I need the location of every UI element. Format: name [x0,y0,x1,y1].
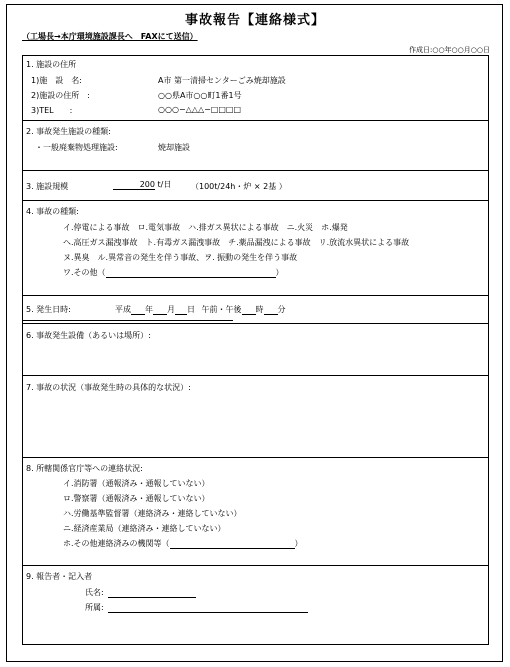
month-label: 月 [167,305,175,314]
facility-tel-value[interactable]: ○○○−△△△−□□□□ [158,105,242,114]
accident-types-line-3[interactable]: ヌ.異臭 ル.異常音の発生を伴う事故、ヲ. 振動の発生を伴う事故 [63,253,298,262]
contact-other[interactable] [63,538,303,549]
section-3-heading: 3. 施設規模 [26,182,69,191]
facility-name-value[interactable]: A市 第一清掃センターごみ焼却施設 [158,76,286,85]
section-facility-scale [23,171,488,201]
datetime-underline [23,320,233,321]
facility-type-value[interactable]: 焼却施設 [158,143,190,152]
section-6-heading: 6. 事故発生設備（あるいは場所）: [26,331,151,340]
facility-address-label: 2)施設の住所 : [31,91,90,100]
accident-type-other[interactable] [63,267,284,278]
form-title: 事故報告【連絡様式】 [184,13,325,28]
scale-amount-field[interactable] [113,179,171,190]
section-facility-type [23,121,488,171]
minute-blank[interactable] [264,305,278,315]
day-blank[interactable] [175,305,187,315]
accident-situation-area[interactable] [26,396,485,454]
scale-amount-value: 200 [113,180,155,190]
section-equipment-location [23,324,488,376]
other-prefix: ワ.その他（ [63,268,106,277]
section-authority-contact [23,458,488,566]
section-9-heading: 9. 報告者・記入者 [26,572,93,581]
minute-label: 分 [277,305,286,314]
contact-meti-bureau[interactable]: ニ.経済産業局（連絡済み・連絡していない） [63,524,226,533]
section-2-heading: 2. 事故発生施設の種類: [26,127,111,136]
contact-other-prefix: ホ.その他連絡済みの機関等（ [63,539,170,548]
contact-police[interactable]: ロ.警察署（通報済み・通報していない） [63,494,210,503]
day-label: 日 [187,305,195,314]
ampm-label[interactable]: 午前・午後 [201,305,242,314]
section-reporter [23,566,488,644]
contact-other-suffix: ） [294,539,303,548]
facility-name-label: 1)施 設 名: [31,76,82,85]
section-7-heading: 7. 事故の状況（事故発生時の具体的な状況）: [26,383,191,392]
era-label: 平成 [115,305,131,314]
contact-labor-office[interactable]: ハ.労働基準監督署（連絡済み・連絡していない） [63,509,242,518]
facility-tel-label: 3)TEL : [31,106,73,115]
year-blank[interactable] [131,305,145,315]
scale-detail: （100t/24h・炉 × 2基 ） [191,182,287,191]
hour-blank[interactable] [242,305,256,315]
scale-unit: t/日 [157,180,172,189]
section-accident-situation [23,376,488,458]
reporter-name-blank[interactable] [108,588,196,598]
contact-fire-dept[interactable]: イ.消防署（通報済み・通報していない） [63,479,210,488]
month-blank[interactable] [153,305,167,315]
year-label: 年 [145,305,153,314]
accident-types-line-2[interactable]: ヘ.高圧ガス漏洩事故 ト.有毒ガス漏洩事故 チ.薬品漏洩による事故 リ.放流水異状による事故 [63,238,410,247]
contact-other-blank[interactable] [170,539,295,549]
creation-date: 作成日:○○年○○月○○日 [408,46,490,54]
section-occurrence-datetime [23,296,488,324]
section-facility-address [23,56,488,121]
other-suffix: ） [275,268,284,277]
section-8-heading: 8. 所轄関係官庁等への連絡状況: [26,464,143,473]
datetime-fields[interactable] [115,304,286,315]
reporter-affiliation-label: 所属: [85,603,104,612]
hour-label: 時 [255,305,264,314]
facility-address-value[interactable]: ○○県A市○○町1番1号 [158,91,242,100]
reporter-affiliation-field[interactable] [85,602,308,613]
report-form [22,55,489,645]
facility-type-label: ・一般廃棄物処理施設: [35,143,118,152]
section-accident-type [23,201,488,296]
reporter-name-field[interactable] [85,587,196,598]
form-subtitle: （工場長→本庁環境施設課長へ FAXにて送信） [22,32,198,41]
accident-types-line-1[interactable]: イ.停電による事故 ロ.電気事故 ハ.排ガス異状による事故 ニ.火災 ホ.爆発 [63,223,348,232]
section-5-heading: 5. 発生日時: [26,305,71,314]
reporter-affiliation-blank[interactable] [108,603,308,613]
reporter-name-label: 氏名: [85,588,104,597]
section-4-heading: 4. 事故の種類: [26,207,79,216]
section-1-heading: 1. 施設の住所 [26,60,77,69]
equipment-location-area[interactable] [26,344,485,372]
other-blank[interactable] [106,268,276,278]
